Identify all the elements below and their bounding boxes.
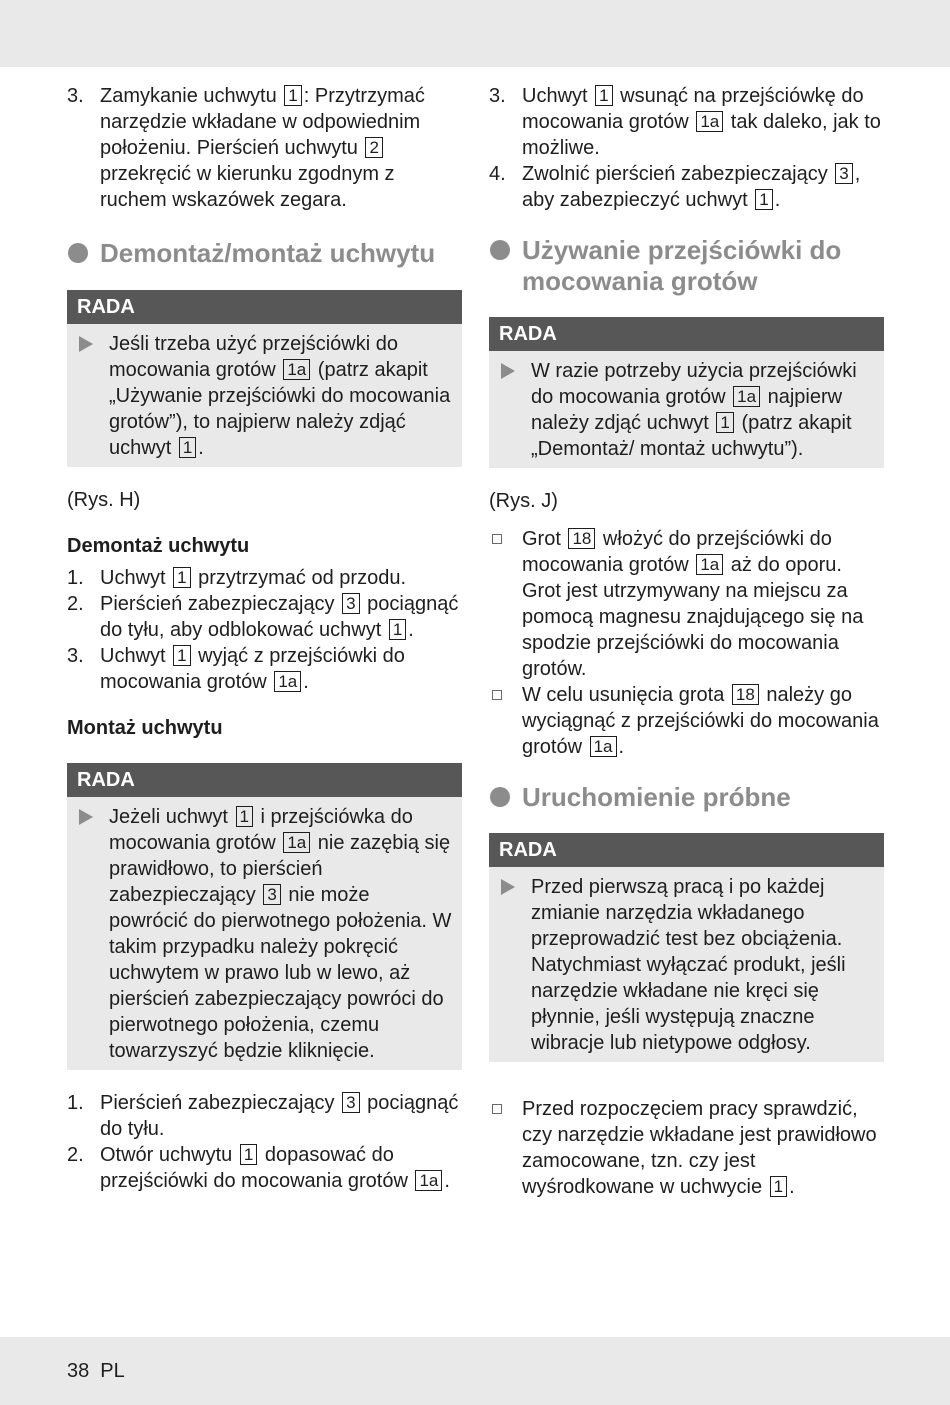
part-ref: 2 bbox=[365, 137, 382, 158]
part-ref: 1a bbox=[283, 832, 310, 853]
list-item: 2. Pierścień zabezpieczający 3 pociągnąć do tyłu, aby odblokować uchwyt 1 . bbox=[67, 593, 459, 641]
insert-bullets bbox=[489, 526, 884, 760]
bullet-dot-icon bbox=[490, 240, 510, 260]
subheading: Montaż uchwytu bbox=[67, 717, 223, 739]
triangle-icon bbox=[501, 363, 515, 379]
tip-label: RADA bbox=[67, 290, 462, 324]
figure-reference: (Rys. J) bbox=[489, 490, 558, 512]
tip-label: RADA bbox=[489, 833, 884, 867]
part-ref: 18 bbox=[732, 684, 759, 705]
list-item: Grot 18 włożyć do przejściówki do mocowania grotów 1a aż do oporu. Grot jest utrzymywany na miejscu za pomocą magnesu znajdującego się na spodzie przejściówki do mocowania grotów. bbox=[489, 526, 884, 682]
page-footer bbox=[67, 1358, 136, 1384]
check-bullets bbox=[489, 1096, 884, 1200]
figure-reference: (Rys. H) bbox=[67, 489, 141, 511]
part-ref: 1a bbox=[274, 671, 301, 692]
tip-text: Jeśli trzeba użyć przejściówki do mocowania grotów 1a (patrz akapit „Używanie przejściówki do mocowania grotów”), to najpierw należy zdjąć uchwyt 1 . bbox=[67, 324, 462, 467]
part-ref: 1 bbox=[173, 645, 190, 666]
language-code: PL bbox=[100, 1360, 125, 1382]
part-ref: 3 bbox=[342, 593, 359, 614]
intro-steps bbox=[67, 83, 462, 213]
list-item: 1. Pierścień zabezpieczający 3 pociągnąć do tyłu. bbox=[67, 1092, 459, 1140]
bullet-dot-icon bbox=[490, 787, 510, 807]
part-ref: 1a bbox=[696, 554, 723, 575]
subheading: Demontaż uchwytu bbox=[67, 535, 250, 557]
checkbox-square-icon bbox=[492, 690, 502, 700]
part-ref: 18 bbox=[568, 528, 595, 549]
part-ref: 1 bbox=[284, 85, 301, 106]
checkbox-square-icon bbox=[492, 1104, 502, 1114]
demontaz-steps bbox=[67, 565, 462, 695]
mount-steps bbox=[489, 83, 884, 213]
list-item: Przed rozpoczęciem pracy sprawdzić, czy narzędzie wkładane jest prawidłowo zamocowane, tzn. czy jest wyśrodkowane w uchwycie 1 . bbox=[489, 1096, 884, 1200]
list-item: 4. Zwolnić pierścień zabezpieczający 3 , aby zabezpieczyć uchwyt 1 . bbox=[489, 163, 861, 211]
part-ref: 1a bbox=[415, 1170, 442, 1191]
part-ref: 3 bbox=[835, 163, 852, 184]
part-ref: 1a bbox=[696, 111, 723, 132]
checkbox-square-icon bbox=[492, 534, 502, 544]
part-ref: 1 bbox=[389, 619, 406, 640]
section-heading: Demontaż/montaż uchwytu bbox=[67, 238, 462, 269]
tip-label: RADA bbox=[67, 763, 462, 797]
tip-text: Przed pierwszą pracą i po każdej zmianie narzędzia wkładanego przeprowadzić test bez obciążenia. Natychmiast wyłączać produkt, jeśli narzędzie wkładane nie kręci się płynnie, jeśli występują znaczne wibracje lub nietypowe odgłosy. bbox=[489, 867, 884, 1062]
tip-box bbox=[67, 763, 462, 1070]
tip-label: RADA bbox=[489, 317, 884, 351]
bullet-dot-icon bbox=[68, 243, 88, 263]
tip-text: W razie potrzeby użycia przejściówki do mocowania grotów 1a najpierw należy zdjąć uchwyt 1 (patrz akapit „Demontaż/ montaż uchwytu”). bbox=[489, 351, 884, 468]
part-ref: 1a bbox=[283, 359, 310, 380]
part-ref: 1 bbox=[755, 189, 772, 210]
list-item: 1. Uchwyt 1 przytrzymać od przodu. bbox=[67, 567, 407, 589]
montaz-steps bbox=[67, 1090, 462, 1194]
list-item: 3. Uchwyt 1 wyjąć z przejściówki do mocowania grotów 1a . bbox=[67, 645, 405, 693]
footer-band bbox=[0, 1337, 950, 1405]
list-item: 3. Zamykanie uchwytu 1 : Przytrzymać narzędzie wkładane w odpowiednim położeniu. Pierścień uchwytu 2 przekręcić w kierunku zgodnym z ruchem wskazówek zegara. bbox=[67, 85, 425, 211]
tip-box bbox=[489, 833, 884, 1062]
tip-box bbox=[67, 290, 462, 467]
triangle-icon bbox=[79, 809, 93, 825]
list-item: 3. Uchwyt 1 wsunąć na przejściówkę do mocowania grotów 1a tak daleko, jak to możliwe. bbox=[489, 85, 881, 159]
section-heading: Używanie przejściówki do mocowania grotów bbox=[489, 235, 884, 297]
triangle-icon bbox=[501, 879, 515, 895]
section-heading: Uruchomienie próbne bbox=[489, 782, 884, 813]
part-ref: 1a bbox=[733, 386, 760, 407]
part-ref: 1 bbox=[770, 1176, 787, 1197]
header-band bbox=[0, 0, 950, 67]
right-column bbox=[489, 83, 884, 1200]
part-ref: 3 bbox=[342, 1092, 359, 1113]
triangle-icon bbox=[79, 336, 93, 352]
part-ref: 1 bbox=[173, 567, 190, 588]
page-number: 38 bbox=[67, 1360, 90, 1382]
left-column bbox=[67, 83, 462, 1194]
part-ref: 1 bbox=[179, 437, 196, 458]
part-ref: 1 bbox=[595, 85, 612, 106]
part-ref: 3 bbox=[263, 884, 280, 905]
part-ref: 1 bbox=[240, 1144, 257, 1165]
part-ref: 1 bbox=[236, 806, 253, 827]
part-ref: 1 bbox=[716, 412, 733, 433]
tip-text: Jeżeli uchwyt 1 i przejściówka do mocowania grotów 1a nie zazębią się prawidłowo, to pierścień zabezpieczający 3 nie może powrócić do pierwotnego położenia. W takim przypadku należy pokręcić uchwytem w prawo lub w lewo, aż pierścień zabezpieczający powróci do pierwotnego położenia, czemu towarzyszyć będzie kliknięcie. bbox=[67, 797, 462, 1070]
tip-box bbox=[489, 317, 884, 468]
part-ref: 1a bbox=[590, 736, 617, 757]
list-item: 2. Otwór uchwytu 1 dopasować do przejściówki do mocowania grotów 1a . bbox=[67, 1144, 450, 1192]
list-item: W celu usunięcia grota 18 należy go wyciągnąć z przejściówki do mocowania grotów 1a . bbox=[489, 682, 884, 760]
